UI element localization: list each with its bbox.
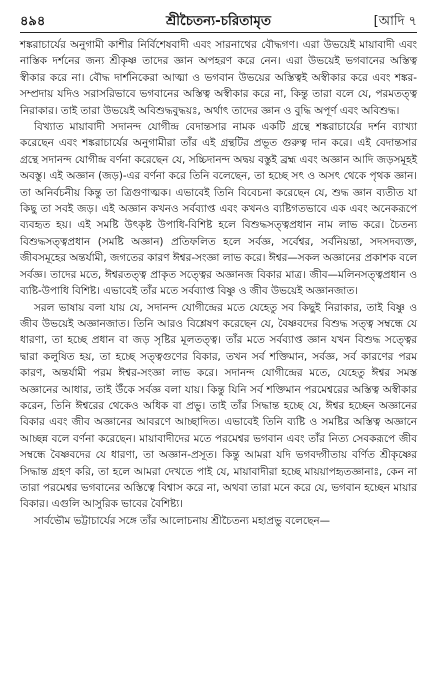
page-number: ৪৯৪: [20, 14, 46, 29]
page-body: [20, 37, 417, 529]
paragraph: সরল ভাষায় বলা যায় যে, সদানন্দ যোগীন্দ্রের মতে যেহেতু সব কিছুই নিরাকার, তাই বিষ্ণু ও জীব উভয়েই অজ্ঞানজাত। তিনি আরও বিশ্লেষণ করেছেন যে, বৈষ্ণবদের বিশুদ্ধ সত্ত্ব সম্বন্ধে যে ধারণা, তা হচ্ছে প্রধান বা জড় সৃষ্টির মূলতত্ত্ব। তাঁর মতে সর্বব্যাপ্ত জ্ঞান যখন বিশুদ্ধ সত্ত্বের দ্বারা কলুষিত হয়, তা হচ্ছে সত্ত্বগুণের বিকার, তখন সর্ব শক্তিমান, সর্বজ্ঞ, সর্ব কারণের পরম কারণ, অন্তর্যামী পরম ঈশ্বর-সংজ্ঞা লাভ করে। সদানন্দ যোগীন্দ্রের মতে, যেহেতু ঈশ্বর সমস্ত অজ্ঞানের আধার, তাই উঁকে সর্বজ্ঞ বলা যায়। কিন্তু যিনি সর্ব শক্তিমান পরমেশ্বরের অস্তিত্ব অস্বীকার করেন, তিনি ঈশ্বরের থেকেও অধিক বা প্রভু। তাই তাঁর সিদ্ধান্ত হচ্ছে যে, ঈশ্বর হচ্ছেন অজ্ঞানের বিকার এবং জীব অজ্ঞানের আবরণে আচ্ছাদিত। এভাবেই তিনি ব্যষ্টি ও সমষ্টির অস্তিত্ব অজ্ঞানে আচ্ছন্ন বলে বর্ণনা করেছেন। মায়াবাদীদের মতে পরমেশ্বর ভগবান এবং তাঁর নিত্য সেবকরূপে জীব সম্বন্ধে বৈষ্ণবদের যে ধারণা, তা অজ্ঞান-প্রসূত। কিন্তু আমরা যদি ভগবদ্গীতায় বর্ণিত শ্রীকৃষ্ণের সিদ্ধান্ত গ্রহণ করি, তা হলে আমরা দেখতে পাই যে, মায়াবাদীরা হচ্ছে মায়য়াপহৃতজ্ঞানাঃ, কেন না তারা পরমেশ্বর ভগবানের অস্তিত্বে বিশ্বাস করে না, অথবা তারা মনে করে যে, ভগবান হচ্ছেন মায়ার বিকার। এগুলি আসুরিক ভাবের বৈশিষ্ট্য।: [20, 301, 417, 511]
paragraph: বিখ্যাত মায়াবাদী সদানন্দ যোগীন্দ্র বেদান্তসার নামক একটি গ্রন্থে শঙ্করাচার্যের দর্শন ব্যাখ্যা করেছেন এবং শঙ্করাচার্যের অনুগামীরা তাঁর এই গ্রন্থটির প্রভূত গুরুত্ব দান করে। এই বেদান্তসার গ্রন্থে সদানন্দ যোগীন্দ্র বর্ণনা করেছেন যে, সচ্চিদানন্দ অদ্বয় বস্তুই ব্রহ্ম এবং অজ্ঞান আদি জড়সমূহই অবস্তু। এই অজ্ঞান (জড়)-এর বর্ণনা করে তিনি বলেছেন, তা হচ্ছে সৎ ও অসৎ থেকে পৃথক জ্ঞান। তা অনির্বচনীয় কিন্তু তা ত্রিগুণাত্মক। এভাবেই তিনি বিবেচনা করেছেন যে, শুদ্ধ জ্ঞান ব্যতীত যা কিছু তা সবই জড়। এই অজ্ঞান কখনও সর্বব্যাপ্ত এবং কখনও ব্যষ্টিগতভাবে এক এবং অনেকরূপে ব্যবহৃত হয়। এই সমষ্টি উৎকৃষ্ট উপাধি-বিশিষ্ট হলে বিশুদ্ধসত্ত্বপ্রধান নাম লাভ করে। চৈতন্য বিশুদ্ধসত্ত্বপ্রধান (সমষ্টি অজ্ঞান) প্রতিফলিত হলে সর্বজ্ঞ, সর্বেশ্বর, সর্বনিয়ন্তা, সদসদব্যক্ত, জীবসমূহের অন্তর্যামী, জগতের কারণ ঈশ্বর-সংজ্ঞা লাভ করে। ঈশ্বর—সকল অজ্ঞানের প্রকাশক বলে সর্বজ্ঞ। তাদের মতে, ঈশ্বরতত্ত্ব প্রাকৃত সত্ত্বের অজ্ঞানজ বিকার মাত্র। জীব—মলিনসত্ত্বপ্রধান ও ব্যষ্টি-উপাধি বিশিষ্ট। এভাবেই তাঁর মতে সর্বব্যাপ্ত বিষ্ণু ও জীব উভয়েই অজ্ঞানজাত।: [20, 121, 417, 298]
paragraph: সার্বভৌম ভট্টাচার্যের সঙ্গে তাঁর আলোচনায় শ্রীচৈতন্য মহাপ্রভু বলেছেন—: [34, 514, 330, 527]
paragraph: শঙ্করাচার্যের অনুগামী কাশীর নির্বিশেষবাদী এবং সারনাথের বৌদ্ধগণ। এরা উভয়েই মায়াবাদী এবং নাস্তিক দর্শনের জন্য শ্রীকৃষ্ণ তাদের জ্ঞান অপহরণ করে নেন। এরা উভয়েই ভগবানের অস্তিত্ব স্বীকার করে না। বৌদ্ধ দার্শনিকেরা আত্মা ও ভগবান উভয়ের অস্তিত্বই অস্বীকার করে এবং শঙ্কর-সম্প্রদায় যদিও সরাসরিভাবে ভগবানের অস্তিত্ব অস্বীকার করে না, কিন্তু তারা বলে যে, পরমতত্ত্ব নিরাকার। তাই তারা উভয়েই অবিশুদ্ধবুদ্ধয়ঃ, অর্থাৎ তাদের জ্ঞান ও বুদ্ধি অপূর্ণ এবং অবিশুদ্ধ।: [20, 39, 417, 117]
running-title: শ্রীচৈতন্য-চরিতামৃত: [166, 13, 271, 29]
page-header: [20, 6, 417, 32]
section-label: [আদি ৭: [373, 14, 417, 29]
